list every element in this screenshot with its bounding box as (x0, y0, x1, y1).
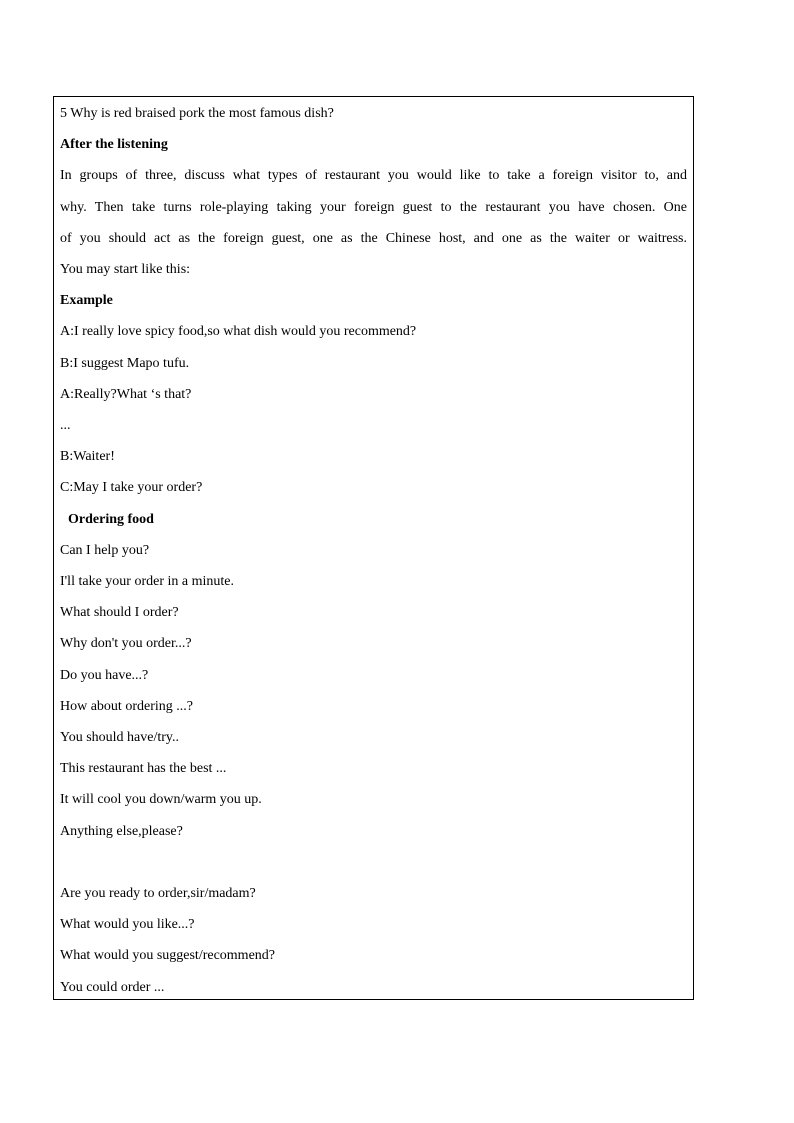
paragraph-line: In groups of three, discuss what types of restaurant you would like to take a foreign visitor to, and (60, 168, 687, 183)
paragraph-line: of you should act as the foreign guest, one as the Chinese host, and one as the waiter or waitress. (60, 231, 687, 246)
paragraph-line: why. Then take turns role-playing taking your foreign guest to the restaurant you have chosen. One (60, 200, 687, 215)
phrase-line: I'll take your order in a minute. (60, 574, 234, 589)
paragraph-line: You may start like this: (60, 262, 191, 277)
phrase-line: You should have/try.. (60, 730, 180, 745)
phrase-line: Are you ready to order,sir/madam? (60, 886, 256, 901)
dialogue-line: A:Really?What ‘s that? (60, 387, 192, 402)
phrase-line: How about ordering ...? (60, 699, 193, 714)
phrase-line: This restaurant has the best ... (60, 761, 227, 776)
phrase-line: Anything else,please? (60, 824, 183, 839)
phrase-line: Can I help you? (60, 543, 150, 558)
example-heading: Example (60, 293, 113, 308)
dialogue-line: A:I really love spicy food,so what dish would you recommend? (60, 324, 417, 339)
phrase-line: It will cool you down/warm you up. (60, 792, 262, 807)
phrase-line: Why don't you order...? (60, 636, 192, 651)
dialogue-line: ... (60, 418, 71, 433)
phrase-line: What should I order? (60, 605, 179, 620)
dialogue-line: C:May I take your order? (60, 480, 203, 495)
content-box (53, 96, 694, 1000)
dialogue-line: B:I suggest Mapo tufu. (60, 356, 190, 371)
question-5: 5 Why is red braised pork the most famous dish? (60, 106, 334, 121)
phrase-line: What would you like...? (60, 917, 195, 932)
after-listening-heading: After the listening (60, 137, 168, 152)
phrase-line: You could order ... (60, 980, 165, 995)
ordering-food-heading: Ordering food (68, 512, 154, 527)
dialogue-line: B:Waiter! (60, 449, 115, 464)
phrase-line: Do you have...? (60, 668, 149, 683)
phrase-line: What would you suggest/recommend? (60, 948, 276, 963)
